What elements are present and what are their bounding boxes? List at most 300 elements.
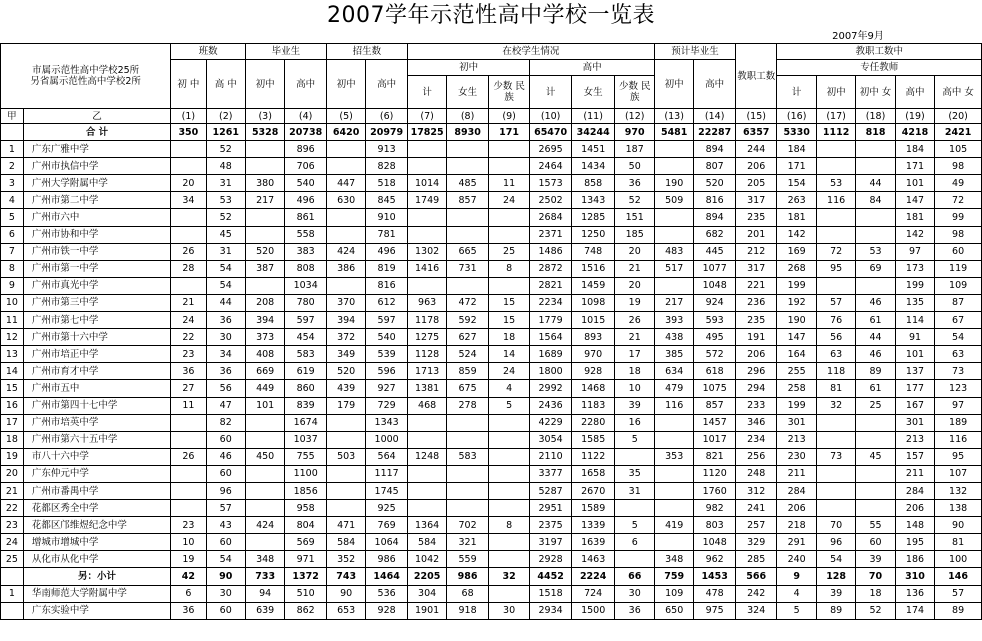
school-name: 广州市第三中学: [23, 294, 170, 311]
header-teachers-total: 计: [777, 76, 816, 109]
data-cell: 650: [654, 602, 693, 619]
data-cell: 181: [895, 209, 934, 226]
data-cell: 57: [206, 500, 245, 517]
data-cell: 860: [285, 380, 327, 397]
data-cell: 30: [206, 329, 245, 346]
data-cell: 132: [935, 482, 982, 499]
data-cell: 31: [206, 243, 245, 260]
data-cell: 109: [935, 277, 982, 294]
table-row: [1, 141, 982, 158]
data-cell: [654, 141, 693, 158]
row-number: 21: [1, 482, 24, 499]
header-students: 在校学生情况: [407, 44, 654, 60]
data-cell: 1779: [530, 312, 572, 329]
data-cell: 862: [285, 602, 327, 619]
data-cell: 1275: [407, 329, 446, 346]
data-cell: 301: [777, 414, 816, 431]
table-row: [1, 277, 982, 294]
data-cell: 569: [285, 534, 327, 551]
data-cell: 348: [654, 551, 693, 568]
data-cell: 54: [816, 551, 855, 568]
table-row: [1, 243, 982, 260]
data-cell: 187: [615, 141, 655, 158]
data-cell: 154: [777, 175, 816, 192]
data-cell: 419: [654, 517, 693, 534]
data-cell: [856, 141, 895, 158]
data-cell: 2436: [530, 397, 572, 414]
data-cell: 26: [171, 243, 206, 260]
data-cell: 54: [206, 260, 245, 277]
data-cell: 101: [245, 397, 284, 414]
data-cell: 386: [326, 260, 365, 277]
data-cell: 755: [285, 448, 327, 465]
data-cell: [816, 141, 855, 158]
column-index-cell: (20): [935, 109, 982, 124]
header-expected-junior: 初中: [654, 60, 693, 109]
data-cell: 724: [571, 585, 615, 602]
data-cell: 18: [488, 329, 530, 346]
data-cell: 97: [895, 243, 934, 260]
table-row: [1, 414, 982, 431]
data-cell: [488, 500, 530, 517]
data-cell: [856, 209, 895, 226]
column-index-cell: (4): [285, 109, 327, 124]
column-index-cell: 乙: [23, 109, 170, 124]
school-name: 增城市增城中学: [23, 534, 170, 551]
data-cell: 583: [447, 448, 489, 465]
data-cell: [856, 158, 895, 175]
data-cell: 44: [206, 294, 245, 311]
data-cell: [856, 500, 895, 517]
data-cell: 1486: [530, 243, 572, 260]
data-cell: 373: [245, 329, 284, 346]
data-cell: 1100: [285, 465, 327, 482]
header-expected-graduates: 预计毕业生: [654, 44, 735, 60]
column-index-cell: (10): [530, 109, 572, 124]
school-name: 市八十六中学: [23, 448, 170, 465]
data-cell: 24: [171, 312, 206, 329]
data-cell: 87: [935, 294, 982, 311]
header-expected-senior: 高中: [694, 60, 736, 109]
data-cell: 1500: [571, 602, 615, 619]
table-row: [1, 175, 982, 192]
data-cell: [326, 482, 365, 499]
data-cell: 986: [366, 551, 408, 568]
data-cell: 184: [777, 141, 816, 158]
row-number: 4: [1, 192, 24, 209]
data-cell: 1015: [571, 312, 615, 329]
data-cell: 174: [895, 602, 934, 619]
data-cell: [171, 431, 206, 448]
data-cell: 1285: [571, 209, 615, 226]
data-cell: 116: [816, 192, 855, 209]
data-cell: 1120: [694, 465, 736, 482]
data-cell: 164: [777, 346, 816, 363]
data-cell: 25: [856, 397, 895, 414]
data-cell: 107: [935, 465, 982, 482]
data-cell: 2951: [530, 500, 572, 517]
data-cell: 821: [694, 448, 736, 465]
data-cell: 206: [777, 500, 816, 517]
school-name: 广东广雅中学: [23, 141, 170, 158]
data-cell: 1459: [571, 277, 615, 294]
data-cell: 73: [816, 448, 855, 465]
data-cell: 47: [206, 397, 245, 414]
subtotal-row: [1, 568, 982, 585]
data-cell: 1457: [694, 414, 736, 431]
data-cell: 294: [735, 380, 777, 397]
data-cell: 584: [326, 534, 365, 551]
data-cell: 5481: [654, 124, 693, 141]
data-cell: 859: [447, 363, 489, 380]
data-cell: 1364: [407, 517, 446, 534]
data-cell: 1250: [571, 226, 615, 243]
data-cell: 597: [285, 312, 327, 329]
data-cell: 167: [895, 397, 934, 414]
data-cell: 925: [366, 500, 408, 517]
data-cell: 804: [285, 517, 327, 534]
data-cell: 39: [856, 551, 895, 568]
row-number: 5: [1, 209, 24, 226]
school-name: 广州市第二中学: [23, 192, 170, 209]
data-cell: 90: [326, 585, 365, 602]
data-cell: 211: [895, 465, 934, 482]
data-cell: 478: [694, 585, 736, 602]
data-cell: 352: [326, 551, 365, 568]
data-cell: 95: [935, 448, 982, 465]
data-cell: [245, 431, 284, 448]
data-cell: 1064: [366, 534, 408, 551]
data-cell: 118: [816, 363, 855, 380]
data-cell: 89: [935, 602, 982, 619]
data-cell: 190: [777, 312, 816, 329]
data-cell: 21: [171, 294, 206, 311]
data-cell: 21: [615, 260, 655, 277]
data-cell: 1122: [571, 448, 615, 465]
column-index-cell: (2): [206, 109, 245, 124]
data-cell: 5328: [245, 124, 284, 141]
table-row: [1, 209, 982, 226]
data-cell: [856, 414, 895, 431]
data-cell: 627: [447, 329, 489, 346]
data-cell: 1749: [407, 192, 446, 209]
data-cell: 6: [615, 534, 655, 551]
data-cell: 483: [654, 243, 693, 260]
data-cell: 317: [735, 192, 777, 209]
data-cell: 2234: [530, 294, 572, 311]
table-row: [1, 363, 982, 380]
table-row: [1, 551, 982, 568]
column-index-cell: (12): [615, 109, 655, 124]
data-cell: 34244: [571, 124, 615, 141]
table-row: [1, 585, 982, 602]
data-cell: 192: [777, 294, 816, 311]
data-cell: 24: [488, 363, 530, 380]
data-cell: 217: [245, 192, 284, 209]
data-cell: 171: [895, 158, 934, 175]
data-cell: 702: [447, 517, 489, 534]
data-cell: [447, 431, 489, 448]
data-cell: 248: [735, 465, 777, 482]
data-cell: [407, 465, 446, 482]
data-cell: 191: [735, 329, 777, 346]
data-cell: 1416: [407, 260, 446, 277]
header-teachers-senior-female: 高中 女: [935, 76, 982, 109]
data-cell: [326, 226, 365, 243]
data-cell: 485: [447, 175, 489, 192]
data-cell: 819: [366, 260, 408, 277]
data-cell: 23: [171, 517, 206, 534]
data-cell: 142: [895, 226, 934, 243]
data-cell: 733: [245, 568, 284, 585]
data-cell: [447, 414, 489, 431]
data-cell: 234: [735, 431, 777, 448]
data-cell: 1017: [694, 431, 736, 448]
school-name: 从化市从化中学: [23, 551, 170, 568]
data-cell: 5287: [530, 482, 572, 499]
data-cell: [407, 482, 446, 499]
row-number: 25: [1, 551, 24, 568]
data-cell: 4218: [895, 124, 934, 141]
data-cell: [488, 465, 530, 482]
table-row: [1, 380, 982, 397]
data-cell: 157: [895, 448, 934, 465]
data-cell: 70: [856, 568, 895, 585]
data-cell: 520: [245, 243, 284, 260]
data-cell: 138: [935, 500, 982, 517]
data-cell: 67: [935, 312, 982, 329]
row-number: 3: [1, 175, 24, 192]
data-cell: 2371: [530, 226, 572, 243]
table-row: [1, 448, 982, 465]
data-cell: 11: [171, 397, 206, 414]
data-cell: [245, 414, 284, 431]
data-cell: 472: [447, 294, 489, 311]
data-cell: 612: [366, 294, 408, 311]
data-cell: 68: [447, 585, 489, 602]
school-name: 广州市培英中学: [23, 414, 170, 431]
data-cell: 503: [326, 448, 365, 465]
data-cell: [654, 465, 693, 482]
data-cell: 52: [206, 141, 245, 158]
data-cell: 304: [407, 585, 446, 602]
data-cell: 15: [488, 294, 530, 311]
data-cell: 65470: [530, 124, 572, 141]
data-cell: [615, 551, 655, 568]
data-cell: 1639: [571, 534, 615, 551]
data-cell: 520: [326, 363, 365, 380]
header-junior-female: 女生: [447, 76, 489, 109]
data-cell: [488, 448, 530, 465]
data-cell: 370: [326, 294, 365, 311]
header-teachers-junior: 初中: [816, 76, 855, 109]
data-cell: 32: [488, 568, 530, 585]
table-row: [1, 431, 982, 448]
data-cell: 199: [777, 277, 816, 294]
data-cell: 927: [366, 380, 408, 397]
data-cell: 665: [447, 243, 489, 260]
data-cell: [407, 158, 446, 175]
data-cell: 63: [935, 346, 982, 363]
column-index-cell: (19): [895, 109, 934, 124]
data-cell: 310: [895, 568, 934, 585]
data-cell: 896: [285, 141, 327, 158]
data-cell: 1098: [571, 294, 615, 311]
data-cell: 1573: [530, 175, 572, 192]
data-cell: [171, 465, 206, 482]
header-classes-senior: 高 中: [206, 60, 245, 109]
data-cell: 471: [326, 517, 365, 534]
data-cell: [488, 414, 530, 431]
data-cell: 6: [171, 585, 206, 602]
data-cell: 195: [895, 534, 934, 551]
data-cell: 1077: [694, 260, 736, 277]
data-cell: 20979: [366, 124, 408, 141]
table-row: [1, 465, 982, 482]
data-cell: 206: [895, 500, 934, 517]
data-cell: 206: [735, 346, 777, 363]
data-cell: [326, 158, 365, 175]
data-cell: 10: [615, 380, 655, 397]
data-cell: 634: [654, 363, 693, 380]
data-cell: 109: [654, 585, 693, 602]
data-cell: [654, 534, 693, 551]
data-cell: 743: [326, 568, 365, 585]
data-cell: 53: [816, 175, 855, 192]
data-cell: 148: [895, 517, 934, 534]
data-cell: [856, 482, 895, 499]
data-cell: 618: [694, 363, 736, 380]
row-number: 22: [1, 500, 24, 517]
data-cell: 1042: [407, 551, 446, 568]
data-cell: 90: [935, 517, 982, 534]
data-cell: 212: [735, 243, 777, 260]
data-cell: [816, 158, 855, 175]
data-cell: [816, 414, 855, 431]
data-cell: 49: [935, 175, 982, 192]
data-cell: 380: [245, 175, 284, 192]
data-cell: 20: [615, 243, 655, 260]
data-cell: 1000: [366, 431, 408, 448]
data-cell: 189: [935, 414, 982, 431]
data-cell: 1261: [206, 124, 245, 141]
table-row: [1, 500, 982, 517]
data-cell: 61: [856, 312, 895, 329]
data-cell: 101: [895, 346, 934, 363]
data-cell: [488, 431, 530, 448]
data-cell: 235: [735, 209, 777, 226]
data-cell: 36: [206, 363, 245, 380]
data-cell: 43: [206, 517, 245, 534]
data-cell: 816: [694, 192, 736, 209]
data-cell: [407, 209, 446, 226]
school-count-note: [1, 44, 171, 109]
table-row: [1, 260, 982, 277]
data-cell: 98: [935, 226, 982, 243]
row-number: [1, 602, 24, 619]
school-name: 花都区邝维煜纪念中学: [23, 517, 170, 534]
data-cell: 46: [206, 448, 245, 465]
data-cell: 781: [366, 226, 408, 243]
column-index-cell: 甲: [1, 109, 24, 124]
header-staff-breakdown: 教职工数中: [777, 44, 982, 60]
data-cell: [447, 158, 489, 175]
data-cell: 729: [366, 397, 408, 414]
data-cell: 1745: [366, 482, 408, 499]
row-number: 11: [1, 312, 24, 329]
data-cell: 321: [447, 534, 489, 551]
data-cell: 731: [447, 260, 489, 277]
data-cell: 857: [694, 397, 736, 414]
data-cell: 17: [615, 346, 655, 363]
data-cell: [654, 277, 693, 294]
data-cell: 53: [206, 192, 245, 209]
data-cell: 6357: [735, 124, 777, 141]
data-cell: 91: [895, 329, 934, 346]
data-cell: 199: [895, 277, 934, 294]
data-cell: 26: [171, 448, 206, 465]
data-cell: [615, 448, 655, 465]
data-cell: [245, 226, 284, 243]
data-cell: 539: [366, 346, 408, 363]
column-index-cell: (17): [816, 109, 855, 124]
data-cell: 185: [615, 226, 655, 243]
data-cell: 706: [285, 158, 327, 175]
data-cell: 45: [206, 226, 245, 243]
data-cell: 61: [856, 380, 895, 397]
data-cell: 2934: [530, 602, 572, 619]
data-cell: [447, 465, 489, 482]
data-cell: 72: [935, 192, 982, 209]
data-cell: 593: [694, 312, 736, 329]
data-cell: 36: [615, 175, 655, 192]
data-cell: 15: [488, 312, 530, 329]
row-number: 7: [1, 243, 24, 260]
data-cell: 962: [694, 551, 736, 568]
data-cell: [816, 465, 855, 482]
data-cell: 769: [366, 517, 408, 534]
data-cell: 496: [366, 243, 408, 260]
data-cell: 963: [407, 294, 446, 311]
table-row: [1, 397, 982, 414]
data-cell: 928: [366, 602, 408, 619]
data-cell: 177: [895, 380, 934, 397]
data-cell: 803: [694, 517, 736, 534]
data-cell: 70: [816, 517, 855, 534]
header-classes-junior: 初 中: [171, 60, 206, 109]
data-cell: [245, 500, 284, 517]
data-cell: 60: [206, 431, 245, 448]
data-cell: 639: [245, 602, 284, 619]
data-cell: 36: [615, 602, 655, 619]
data-cell: 44: [856, 329, 895, 346]
data-cell: [326, 500, 365, 517]
data-cell: 1048: [694, 534, 736, 551]
data-cell: 2280: [571, 414, 615, 431]
data-cell: 669: [245, 363, 284, 380]
data-cell: 1014: [407, 175, 446, 192]
row-number: 16: [1, 397, 24, 414]
data-cell: 2928: [530, 551, 572, 568]
data-cell: 100: [935, 551, 982, 568]
data-cell: 27: [171, 380, 206, 397]
data-cell: [245, 141, 284, 158]
data-cell: 438: [654, 329, 693, 346]
data-cell: 89: [856, 363, 895, 380]
data-cell: 2375: [530, 517, 572, 534]
data-cell: 19: [615, 294, 655, 311]
school-name: 广州市真光中学: [23, 277, 170, 294]
